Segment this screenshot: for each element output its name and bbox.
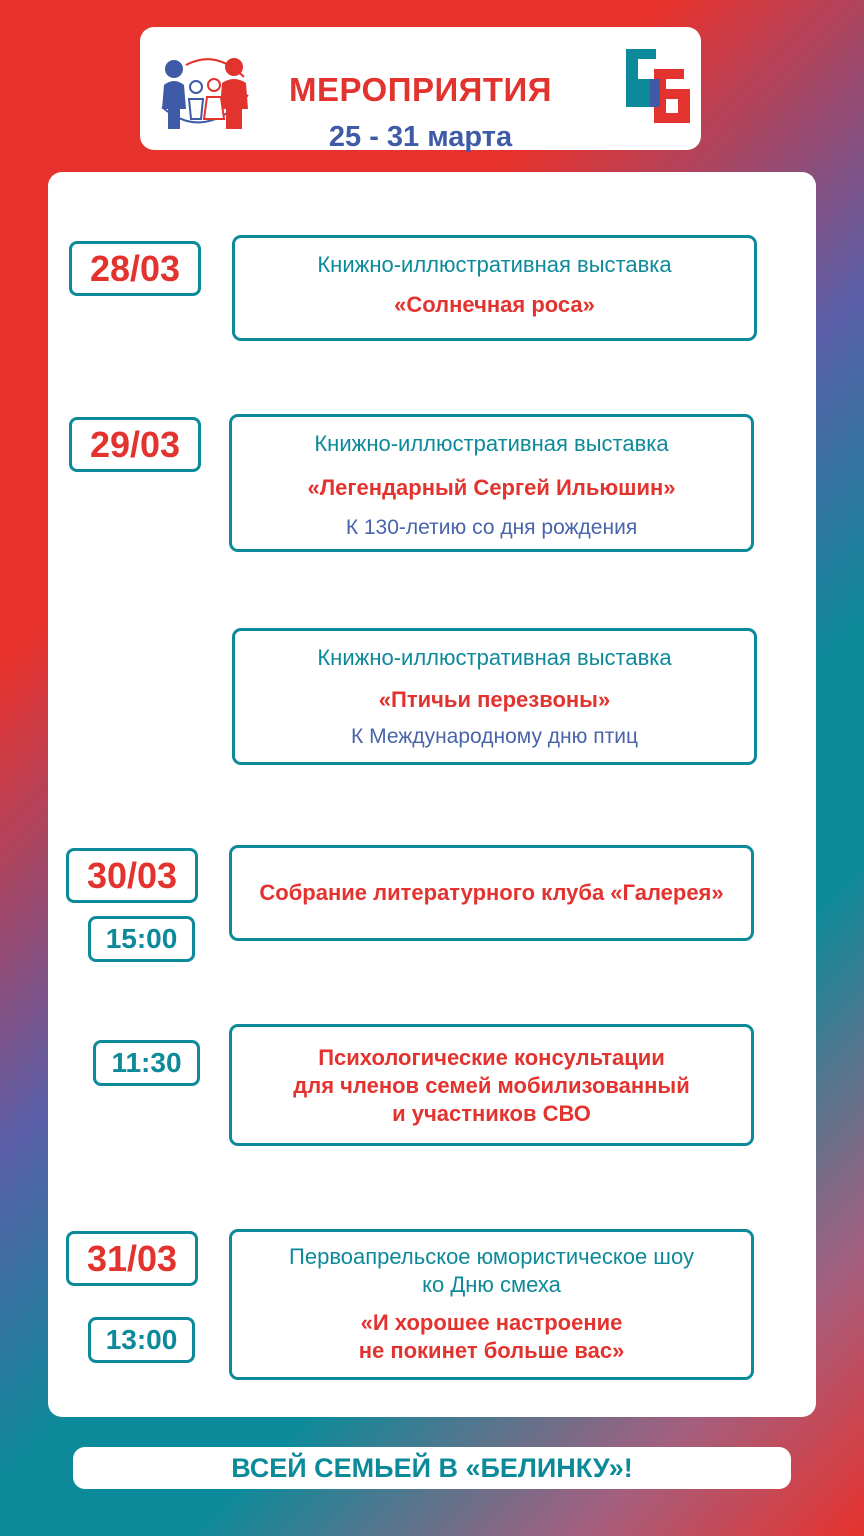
event-time: 15:00: [88, 916, 195, 962]
page-title: МЕРОПРИЯТИЯ: [288, 71, 552, 108]
event-date: 28/03: [69, 241, 201, 296]
event-title: «Солнечная роса»: [394, 292, 595, 317]
events-panel: [48, 172, 816, 1417]
event-type: Книжно-иллюстративная выставка: [314, 431, 669, 456]
event-date: 29/03: [69, 417, 201, 472]
event-title: не покинет больше вас»: [358, 1338, 625, 1363]
event-subtitle: К 130-летию со дня рождения: [345, 516, 638, 539]
event-type: Первоапрельское юмористическое шоу: [289, 1244, 694, 1269]
event-title: Психологические консультации: [318, 1045, 665, 1070]
event-time: 13:00: [88, 1317, 195, 1363]
event-title: для членов семей мобилизованный: [293, 1073, 690, 1098]
header-card: [140, 27, 701, 153]
event-title: Собрание литературного клуба «Галерея»: [259, 880, 724, 905]
event-title: «Легендарный Сергей Ильюшин»: [307, 475, 676, 500]
event-time: 11:30: [93, 1040, 200, 1086]
event-type: ко Дню смеха: [422, 1272, 561, 1297]
event-type: Книжно-иллюстративная выставка: [317, 645, 672, 670]
event-card: [232, 628, 757, 765]
footer-slogan: ВСЕЙ СЕМЬЕЙ В «БЕЛИНКУ»!: [73, 1447, 791, 1489]
belinka-bb-logo: [626, 49, 692, 123]
event-type: Книжно-иллюстративная выставка: [317, 252, 672, 277]
event-date: 31/03: [66, 1231, 198, 1286]
event-title: «И хорошее настроение: [360, 1310, 623, 1335]
event-title: и участников СВО: [392, 1101, 591, 1126]
event-card: [229, 1024, 754, 1146]
event-subtitle: К Международному дню птиц: [351, 725, 638, 748]
event-date: 30/03: [66, 848, 198, 903]
event-card: [229, 845, 754, 941]
event-card: [229, 1229, 754, 1380]
event-card: [232, 235, 757, 341]
event-card: [229, 414, 754, 552]
event-title: «Птичьи перезвоны»: [378, 687, 611, 712]
date-range: 25 - 31 марта: [328, 121, 513, 153]
